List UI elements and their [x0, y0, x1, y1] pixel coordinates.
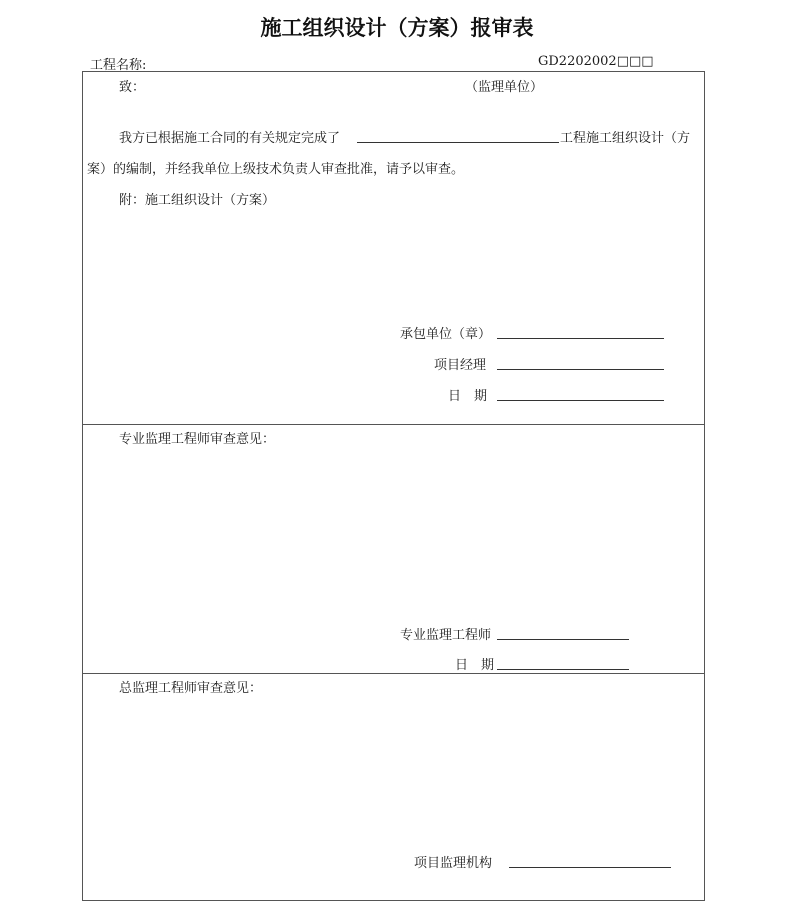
- project-manager-signature-field[interactable]: [497, 369, 664, 370]
- supervision-org-label: 项目监理机构: [414, 856, 493, 871]
- submission-text-line2: 案）的编制，并经我单位上级技术负责人审查批准，请予以审查。: [87, 162, 465, 177]
- engineer-signature-field[interactable]: [497, 639, 629, 640]
- section-divider: [83, 673, 704, 674]
- engineer-date-field[interactable]: [497, 669, 629, 670]
- supervision-org-signature-field[interactable]: [509, 867, 671, 868]
- contractor-label: 承包单位（章）: [400, 327, 492, 342]
- engineer-label: 专业监理工程师: [400, 628, 492, 643]
- approval-form-table: [82, 71, 705, 901]
- submission-text-line1-end: 工程施工组织设计（方: [560, 131, 691, 146]
- date-field[interactable]: [497, 400, 664, 401]
- project-name-label: 工程名称:: [90, 58, 147, 73]
- form-code: GD2202002□□□: [538, 54, 654, 69]
- submission-text-line1: 我方已根据施工合同的有关规定完成了: [119, 131, 341, 146]
- engineer-date-label: 日 期: [455, 658, 495, 673]
- to-label: 致：: [119, 80, 146, 95]
- supervisor-unit-label: （监理单位）: [465, 80, 544, 95]
- page-title: 施工组织设计（方案）报审表: [260, 16, 534, 40]
- project-name-blank[interactable]: [357, 142, 559, 143]
- contractor-signature-field[interactable]: [497, 338, 664, 339]
- attachment-label: 附：施工组织设计（方案）: [119, 193, 276, 208]
- section-divider: [83, 424, 704, 425]
- chief-engineer-opinion-label: 总监理工程师审查意见：: [119, 681, 263, 696]
- engineer-opinion-label: 专业监理工程师审查意见：: [119, 432, 276, 447]
- project-manager-label: 项目经理: [434, 358, 487, 373]
- date-label: 日 期: [448, 389, 488, 404]
